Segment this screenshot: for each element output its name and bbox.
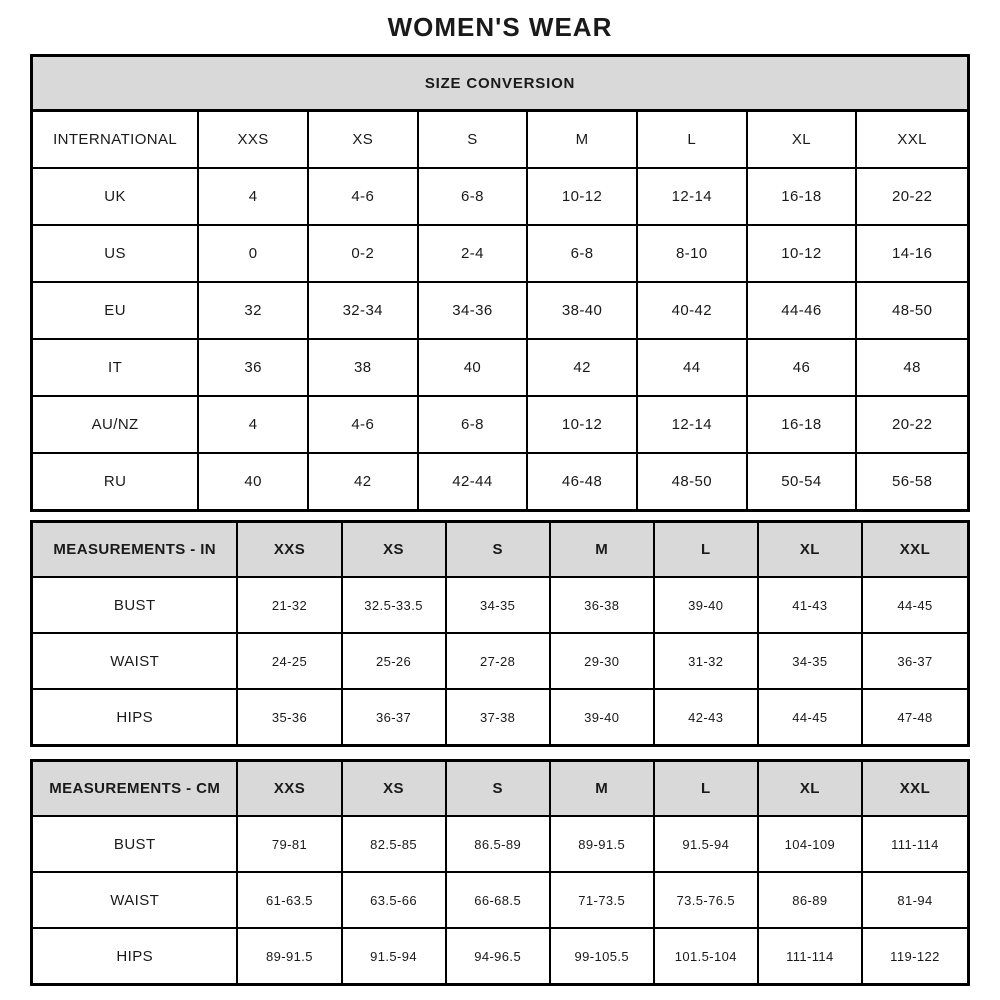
value-cell: S (447, 762, 551, 817)
value-cell: 111-114 (863, 817, 967, 873)
value-cell: 99-105.5 (551, 929, 655, 983)
row-label-cell: EU (33, 283, 199, 340)
value-cell: 4 (199, 169, 309, 226)
row-label-cell: UK (33, 169, 199, 226)
row-label-cell: WAIST (33, 634, 238, 690)
value-cell: 21-32 (238, 578, 342, 634)
value-cell: L (655, 523, 759, 578)
value-cell: 56-58 (857, 454, 967, 509)
table-row (33, 397, 967, 454)
value-cell: 34-35 (759, 634, 863, 690)
value-cell: 101.5-104 (655, 929, 759, 983)
measurements-cm-body (33, 762, 967, 983)
value-cell: 48-50 (638, 454, 748, 509)
value-cell: 119-122 (863, 929, 967, 983)
value-cell: 42-44 (419, 454, 529, 509)
value-cell: S (419, 112, 529, 169)
value-cell: 94-96.5 (447, 929, 551, 983)
row-label-cell: BUST (33, 817, 238, 873)
value-cell: 16-18 (748, 397, 858, 454)
value-cell: 29-30 (551, 634, 655, 690)
value-cell: 40-42 (638, 283, 748, 340)
value-cell: 32.5-33.5 (343, 578, 447, 634)
value-cell: 27-28 (447, 634, 551, 690)
value-cell: 48-50 (857, 283, 967, 340)
table-row (33, 634, 967, 690)
table-row (33, 817, 967, 873)
row-label-cell: US (33, 226, 199, 283)
value-cell: 46-48 (528, 454, 638, 509)
value-cell: 38 (309, 340, 419, 397)
table-row (33, 226, 967, 283)
value-cell: XL (759, 523, 863, 578)
value-cell: 6-8 (419, 397, 529, 454)
row-label-cell: MEASUREMENTS - IN (33, 523, 238, 578)
value-cell: 20-22 (857, 397, 967, 454)
value-cell: 40 (419, 340, 529, 397)
table-row (33, 578, 967, 634)
measurements-in-table (30, 520, 970, 747)
value-cell: 79-81 (238, 817, 342, 873)
table-row (33, 929, 967, 983)
value-cell: 34-36 (419, 283, 529, 340)
value-cell: 24-25 (238, 634, 342, 690)
value-cell: 86-89 (759, 873, 863, 929)
value-cell: 42 (309, 454, 419, 509)
value-cell: XL (748, 112, 858, 169)
value-cell: 6-8 (419, 169, 529, 226)
value-cell: 111-114 (759, 929, 863, 983)
value-cell: 104-109 (759, 817, 863, 873)
row-label-cell: HIPS (33, 690, 238, 744)
value-cell: 36-38 (551, 578, 655, 634)
value-cell: XXL (857, 112, 967, 169)
value-cell: 81-94 (863, 873, 967, 929)
value-cell: 10-12 (528, 169, 638, 226)
value-cell: 0 (199, 226, 309, 283)
value-cell: XXS (199, 112, 309, 169)
value-cell: 4-6 (309, 397, 419, 454)
row-label-cell: RU (33, 454, 199, 509)
value-cell: 82.5-85 (343, 817, 447, 873)
value-cell: 14-16 (857, 226, 967, 283)
value-cell: 44-45 (863, 578, 967, 634)
value-cell: 12-14 (638, 397, 748, 454)
measurements-cm-table (30, 759, 970, 986)
page-title: WOMEN'S WEAR (387, 12, 613, 42)
value-cell: 89-91.5 (551, 817, 655, 873)
value-cell: 50-54 (748, 454, 858, 509)
value-cell: 91.5-94 (343, 929, 447, 983)
value-cell: XS (309, 112, 419, 169)
value-cell: XXL (863, 523, 967, 578)
table-row (33, 340, 967, 397)
value-cell: 44 (638, 340, 748, 397)
value-cell: 6-8 (528, 226, 638, 283)
table-row (33, 283, 967, 340)
size-conversion-body (33, 112, 967, 509)
value-cell: 31-32 (655, 634, 759, 690)
value-cell: 47-48 (863, 690, 967, 744)
size-conversion-table (30, 54, 970, 512)
value-cell: 48 (857, 340, 967, 397)
value-cell: 20-22 (857, 169, 967, 226)
value-cell: 4 (199, 397, 309, 454)
value-cell: 44-46 (748, 283, 858, 340)
measurements-in-body (33, 523, 967, 744)
value-cell: XS (343, 762, 447, 817)
value-cell: 36-37 (863, 634, 967, 690)
value-cell: 86.5-89 (447, 817, 551, 873)
value-cell: 46 (748, 340, 858, 397)
value-cell: L (655, 762, 759, 817)
header-row (33, 762, 967, 817)
table-row (33, 873, 967, 929)
value-cell: 63.5-66 (343, 873, 447, 929)
value-cell: 0-2 (309, 226, 419, 283)
value-cell: 39-40 (655, 578, 759, 634)
value-cell: XXS (238, 523, 342, 578)
row-label-cell: MEASUREMENTS - CM (33, 762, 238, 817)
row-label-cell: INTERNATIONAL (33, 112, 199, 169)
value-cell: 4-6 (309, 169, 419, 226)
row-label-cell: WAIST (33, 873, 238, 929)
header-row (33, 523, 967, 578)
table-row (33, 690, 967, 744)
row-label-cell: IT (33, 340, 199, 397)
size-conversion-header: SIZE CONVERSION (33, 57, 967, 112)
value-cell: XXL (863, 762, 967, 817)
value-cell: XL (759, 762, 863, 817)
value-cell: 10-12 (528, 397, 638, 454)
value-cell: 10-12 (748, 226, 858, 283)
value-cell: M (528, 112, 638, 169)
value-cell: 8-10 (638, 226, 748, 283)
value-cell: 35-36 (238, 690, 342, 744)
value-cell: 73.5-76.5 (655, 873, 759, 929)
value-cell: XXS (238, 762, 342, 817)
row-label-cell: AU/NZ (33, 397, 199, 454)
value-cell: 25-26 (343, 634, 447, 690)
value-cell: 36 (199, 340, 309, 397)
value-cell: 34-35 (447, 578, 551, 634)
value-cell: 2-4 (419, 226, 529, 283)
value-cell: 32-34 (309, 283, 419, 340)
value-cell: S (447, 523, 551, 578)
value-cell: 71-73.5 (551, 873, 655, 929)
value-cell: 37-38 (447, 690, 551, 744)
value-cell: L (638, 112, 748, 169)
value-cell: 32 (199, 283, 309, 340)
value-cell: 12-14 (638, 169, 748, 226)
table-row (33, 169, 967, 226)
value-cell: 42 (528, 340, 638, 397)
table-row (33, 454, 967, 509)
value-cell: M (551, 523, 655, 578)
value-cell: M (551, 762, 655, 817)
value-cell: 42-43 (655, 690, 759, 744)
value-cell: 16-18 (748, 169, 858, 226)
value-cell: 38-40 (528, 283, 638, 340)
table-row (33, 112, 967, 169)
value-cell: 44-45 (759, 690, 863, 744)
row-label-cell: HIPS (33, 929, 238, 983)
value-cell: 66-68.5 (447, 873, 551, 929)
value-cell: 61-63.5 (238, 873, 342, 929)
value-cell: 36-37 (343, 690, 447, 744)
value-cell: 40 (199, 454, 309, 509)
value-cell: 39-40 (551, 690, 655, 744)
row-label-cell: BUST (33, 578, 238, 634)
value-cell: 41-43 (759, 578, 863, 634)
value-cell: 91.5-94 (655, 817, 759, 873)
value-cell: 89-91.5 (238, 929, 342, 983)
value-cell: XS (343, 523, 447, 578)
